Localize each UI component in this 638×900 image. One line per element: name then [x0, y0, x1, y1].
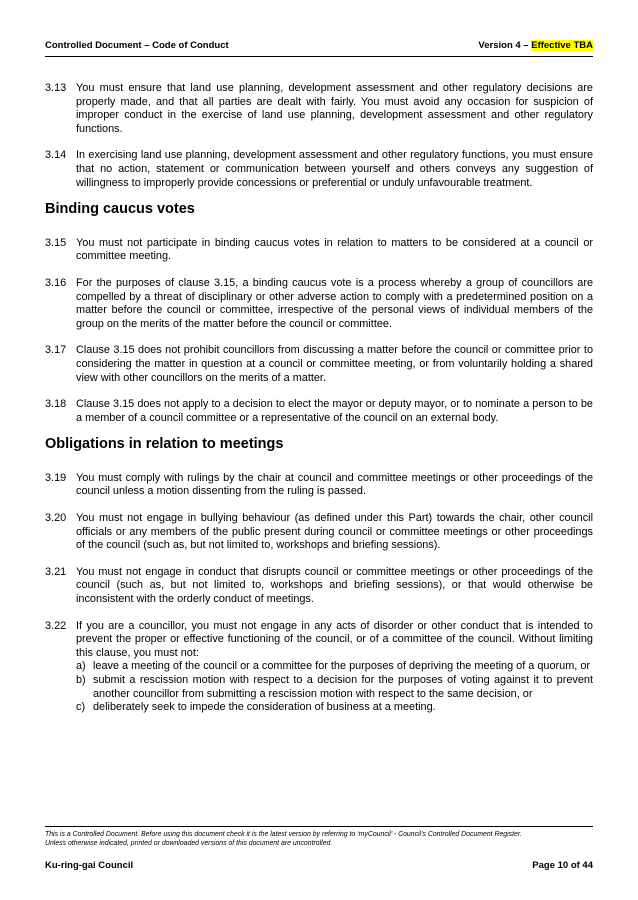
page-number: Page 10 of 44	[532, 860, 593, 871]
clause-number: 3.15	[45, 236, 67, 249]
clause-text: If you are a councillor, you must not engage in any acts of disorder or other conduct that is intended to prevent the proper or effective functioning of the council, or of a committee of the council. Without limiting this clause, you must not:	[76, 619, 593, 659]
clause-number: 3.14	[45, 149, 67, 162]
clause-number: 3.13	[45, 82, 67, 94]
clause-number: 3.20	[45, 512, 67, 525]
version-label	[478, 40, 593, 51]
clause-3-21	[45, 566, 593, 607]
list-item-b	[76, 674, 593, 701]
clause-number: 3.22	[45, 619, 67, 632]
list-item-c	[76, 701, 593, 715]
disclaimer-line-1: This is a Controlled Document. Before using this document check it is the latest version by referring to ‘myCouncil’ - Council’s Controlled Document Register.	[45, 831, 522, 838]
list-letter: a)	[76, 660, 86, 673]
clause-number: 3.18	[45, 398, 67, 411]
section-heading-caucus: Binding caucus votes	[45, 201, 195, 218]
clause-number: 3.21	[45, 565, 67, 578]
clause-text: Clause 3.15 does not apply to a decision to elect the mayor or deputy mayor, or to nominate a person to be a member of a council committee or a representative of the council on an external body.	[76, 398, 593, 424]
clause-number: 3.16	[45, 276, 67, 289]
footer-row	[45, 860, 593, 874]
clause-number: 3.19	[45, 471, 67, 484]
clause-text: Clause 3.15 does not prohibit councillors from discussing a matter before the council or committee prior to considering the matter in question at a council or committee meeting, or from voluntarily holding a shared view with other councillors on the merits of a matter.	[76, 344, 593, 384]
list-letter: c)	[76, 701, 86, 714]
list-item-a	[76, 660, 593, 674]
clause-text: You must ensure that land use planning, development assessment and other regulatory decisions are properly made, and that all parties are dealt with fairly. You must avoid any occasion for suspicion of improper conduct in the exercise of land use planning, development assessment and other regulatory functions.	[76, 82, 593, 135]
section-heading-meetings: Obligations in relation to meetings	[45, 436, 284, 453]
disclaimer-line-2: Unless otherwise indicated, printed or downloaded versions of this document are uncontrolled.	[45, 840, 333, 847]
clause-3-19	[45, 472, 593, 499]
clause-text: For the purposes of clause 3.15, a binding caucus vote is a process whereby a group of councillors are compelled by a threat of disciplinary or other adverse action to comply with a predetermined position on a matter before the council or committee, irrespective of the personal views of individual members of the group on the merits of the matter before the council or committee.	[76, 276, 593, 330]
clause-text: You must comply with rulings by the chair at council and committee meetings or other proceedings of the council unless a motion dissenting from the ruling is passed.	[76, 471, 593, 498]
list-item-text: submit a rescission motion with respect to a decision for the purposes of voting against it to prevent another councillor from submitting a rescission motion with respect to the same decision, or	[93, 674, 593, 700]
organisation-name: Ku-ring-gai Council	[45, 860, 134, 871]
clause-3-22	[45, 620, 593, 715]
document-title: Controlled Document – Code of Conduct	[45, 40, 229, 51]
clause-3-17	[45, 344, 593, 385]
clause-body	[76, 620, 593, 715]
list-letter: b)	[76, 674, 86, 686]
clause-3-16	[45, 277, 593, 331]
clause-text: You must not engage in bullying behaviour (as defined under this Part) towards the chair, other council officials or any members of the public present during council or committee meetings or other proceedings of the council (such as, but not limited to, workshops and briefing sessions).	[76, 512, 593, 552]
list-item-text: leave a meeting of the council or a committee for the purposes of depriving the meeting of a quorum, or	[93, 660, 591, 673]
clause-3-20	[45, 512, 593, 553]
clause-number: 3.17	[45, 344, 67, 357]
version-text: Version 4 –	[478, 40, 532, 51]
clause-text: You must not engage in conduct that disrupts council or committee meetings or other proceedings of the council (such as, but not limited to, workshops and briefing sessions), or that would otherwise be inconsistent with the orderly conduct of meetings.	[76, 565, 593, 606]
clause-3-15	[45, 237, 593, 264]
clause-3-14	[45, 149, 593, 190]
effective-badge: Effective TBA	[531, 40, 593, 51]
document-body	[45, 82, 593, 728]
clause-text: You must not participate in binding caucus votes in relation to matters to be considered at a council or committee meeting.	[76, 236, 593, 263]
list-item-text: deliberately seek to impede the consideration of business at a meeting.	[93, 701, 436, 714]
page-header	[45, 38, 593, 57]
page-footer	[45, 826, 593, 874]
clause-3-18	[45, 398, 593, 425]
clause-3-13	[45, 82, 593, 136]
clause-text: In exercising land use planning, development assessment and other regulatory functions, you must ensure that no action, statement or communication between yourself and others conveys any suggestion of willingness to improperly provide concessions or preferential or unduly unfavourable treatment.	[76, 149, 593, 189]
